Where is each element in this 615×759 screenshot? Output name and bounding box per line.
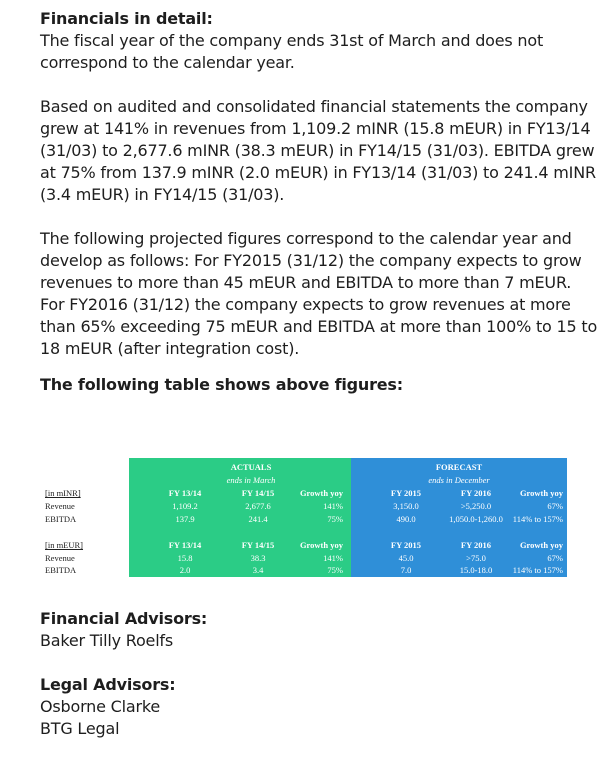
meur-col-fy2016: FY 2016 — [460, 540, 492, 550]
meur-cell: 45.0 — [398, 553, 414, 563]
minr-cell: 137.9 — [175, 514, 195, 524]
meur-cell: 2.0 — [179, 565, 191, 575]
minr-cell: 1,109.2 — [172, 501, 198, 511]
meur-cell: 7.0 — [400, 565, 412, 575]
meur-col-fy2015: FY 2015 — [390, 540, 422, 550]
minr-col-fy2015: FY 2015 — [390, 488, 422, 498]
financials-section — [40, 8, 600, 396]
financial-advisor-name: Baker Tilly Roelfs — [40, 631, 174, 650]
financial-advisors-heading: Financial Advisors: — [40, 609, 208, 628]
forecast-title: FORECAST — [435, 462, 483, 472]
meur-cell: 15.0-18.0 — [459, 565, 493, 575]
minr-col-growth-actual: Growth yoy — [299, 488, 343, 498]
audited-figures-paragraph: Based on audited and consolidated financial statements the company grew at 141% in revenues from 1,109.2 mINR (15.8 mEUR) in FY13/14 (31/03) to 2,677.6 mINR (38.3 mEUR) in FY14/15 (31/03). EBITDA grew at 75% from 137.9 mINR (2.0 mEUR) in FY13/14 (31/03) to 241.4 mINR (3.4 mEUR) in FY14/15 (31/03). — [40, 97, 596, 204]
financials-heading: Financials in detail: — [40, 9, 213, 28]
minr-unit-label: [in mINR] — [45, 488, 81, 498]
minr-cell: 241.4 — [248, 514, 268, 524]
minr-col-fy2016: FY 2016 — [460, 488, 492, 498]
minr-cell: 141% — [323, 501, 343, 511]
meur-row-label: Revenue — [45, 553, 75, 563]
legal-advisor-name: Osborne Clarke — [40, 697, 160, 716]
meur-col-growth-forecast: Growth yoy — [519, 540, 563, 550]
minr-cell: >5,250.0 — [460, 501, 492, 511]
actuals-title: ACTUALS — [230, 462, 272, 472]
minr-cell: 75% — [327, 514, 343, 524]
meur-unit-label: [in mEUR] — [45, 540, 84, 550]
minr-row-label: Revenue — [45, 501, 75, 511]
minr-col-fy1415: FY 14/15 — [241, 488, 275, 498]
legal-advisor-name: BTG Legal — [40, 719, 120, 738]
meur-cell: 75% — [327, 565, 343, 575]
minr-cell: 490.0 — [396, 514, 416, 524]
minr-cell: 3,150.0 — [393, 501, 419, 511]
forecast-subtitle: ends in December — [428, 475, 490, 485]
minr-cell: 114% to 157% — [512, 514, 563, 524]
minr-cell: 1,050.0-1,260.0 — [449, 514, 503, 524]
meur-cell: 67% — [547, 553, 563, 563]
meur-col-fy1415: FY 14/15 — [241, 540, 275, 550]
minr-col-fy1314: FY 13/14 — [168, 488, 202, 498]
advisors-section — [40, 608, 600, 740]
meur-cell: 141% — [323, 553, 343, 563]
meur-cell: >75.0 — [466, 553, 486, 563]
meur-cell: 15.8 — [177, 553, 193, 563]
minr-cell: 2,677.6 — [245, 501, 271, 511]
minr-cell: 67% — [547, 501, 563, 511]
meur-col-growth-actual: Growth yoy — [299, 540, 343, 550]
minr-row-label: EBITDA — [45, 514, 77, 524]
table-heading: The following table shows above figures: — [40, 375, 403, 394]
actuals-subtitle: ends in March — [226, 475, 276, 485]
minr-col-growth-forecast: Growth yoy — [519, 488, 563, 498]
fiscal-year-paragraph: The fiscal year of the company ends 31st of March and does not correspond to the calendar year. — [40, 31, 544, 72]
meur-cell: 3.4 — [252, 565, 264, 575]
projected-figures-paragraph: The following projected figures correspond to the calendar year and develop as follows: For FY2015 (31/12) the company expects to grow revenues to more than 45 mEUR and EBITDA to more than 7 mEUR. For FY2016 (31/12) the company expects to grow revenues at more than 65% exceeding 75 mEUR and EBITDA at more than 100% to 15 to 18 mEUR (after integration cost). — [40, 229, 598, 358]
meur-col-fy1314: FY 13/14 — [168, 540, 202, 550]
meur-row-label: EBITDA — [45, 565, 77, 575]
meur-cell: 114% to 157% — [512, 565, 563, 575]
meur-cell: 38.3 — [250, 553, 266, 563]
legal-advisors-heading: Legal Advisors: — [40, 675, 176, 694]
